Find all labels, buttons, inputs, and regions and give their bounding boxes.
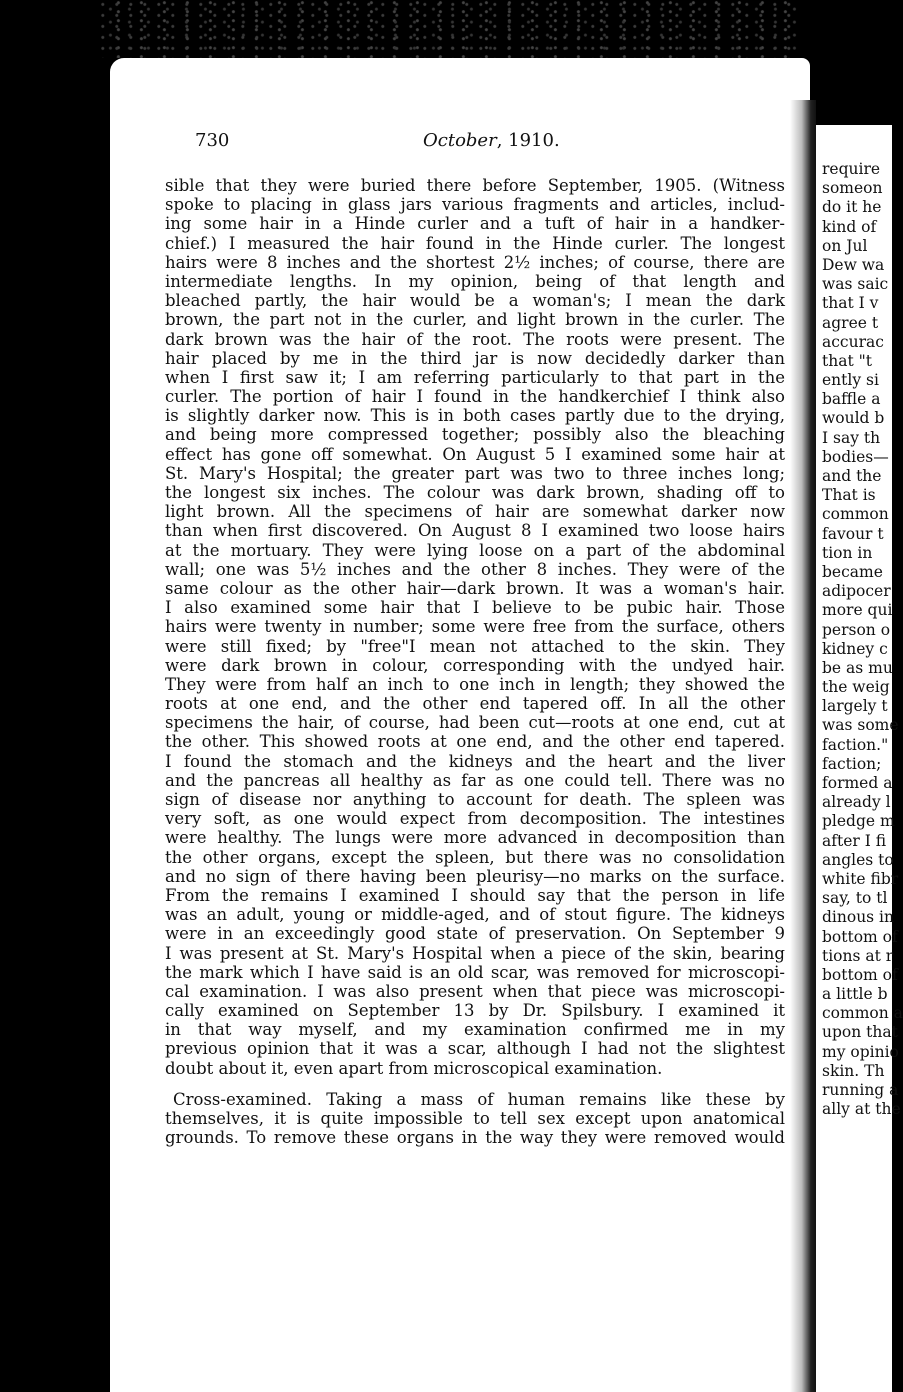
text-line: bottom of [822,965,898,984]
text-line: cally examined on September 13 by Dr. Spilsbury. I examined it [165,1001,785,1021]
text-line: and the [822,467,882,485]
text-line: running a [822,1081,899,1099]
text-line: previous opinion that it was a scar, although I had not the slightest [165,1039,785,1059]
text-line: hairs were twenty in number; some were free from the surface, others [165,617,785,637]
text-line: bottom of [822,927,898,946]
text-line: I was present at St. Mary's Hospital when a piece of the skin, bearing [165,943,785,963]
text-line: faction; [822,754,882,773]
text-line: were healthy. The lungs were more advanced in decomposition than [165,828,785,848]
text-line: was some [822,716,899,735]
text-line: kidney c [822,639,888,658]
scan-border-speckle [100,0,800,58]
text-line: hair placed by me in the third jar is now decidedly darker than [165,348,785,368]
text-line: adipocer [822,582,891,601]
page-number: 730 [195,130,230,151]
text-line: doubt about it, even apart from microscopical examination. [165,1058,663,1078]
text-line: more qui [822,601,893,620]
text-line: when I first saw it; I am referring particularly to that part in the [165,367,785,387]
text-line: Dew wa [822,255,885,274]
text-line: person o [822,620,891,639]
text-line: in that way myself, and my examination confirmed me in my [165,1020,785,1040]
text-line: curler. The portion of hair I found in the handkerchief I think also [165,387,785,407]
text-line: be as mu [822,658,893,677]
text-line: already l [822,793,891,812]
text-line: the longest six inches. The colour was dark brown, shading off to [165,483,785,502]
paragraph-gap [165,1078,785,1090]
text-line: That is [822,486,876,505]
text-line: same colour as the other hair—dark brown. It was a woman's hair. [165,578,785,598]
main-text-column [165,176,785,1147]
text-line: the other organs, except the spleen, but there was no consolidation [165,847,785,867]
text-line: ing some hair in a Hinde curler and a tuft of hair in a handker- [165,214,785,234]
text-line: were still fixed; by "free"I mean not attached to the skin. They [165,636,785,656]
text-line: ently si [822,371,879,390]
text-line: common [822,505,889,524]
testimony-paragraph [165,176,785,1078]
text-line: I found the stomach and the kidneys and the heart and the liver [165,751,785,771]
book-gutter [790,100,816,1392]
text-line: the other. This showed roots at one end, and the other end tapered. [165,732,785,752]
text-line: bodies— [822,447,889,466]
text-line: ally at the [822,1100,901,1119]
text-line: someon [822,179,883,198]
text-line: formed a [822,774,893,792]
text-line: that I v [822,294,879,313]
text-line: grounds. To remove these organs in the way they were removed would [165,1128,785,1148]
text-line: baffle a [822,390,881,409]
text-line: I say th [822,428,881,447]
text-line: white fibr [822,869,899,888]
text-line: agree t [822,313,879,332]
text-line: very soft, as one would expect from decomposition. The intestines [165,809,785,829]
text-line: Cross-examined. Taking a mass of human remains like these by [173,1089,785,1109]
text-line: skin. Th [822,1061,885,1080]
text-line: pledge m [822,812,895,831]
text-line: intermediate lengths. In my opinion, being of that length and [165,271,785,291]
text-line: do it he [822,198,882,217]
text-line: hairs were 8 inches and the shortest 2½ inches; of course, there are [165,252,785,272]
text-line: on Jul [822,236,868,255]
text-line: the mark which I have said is an old scar, was removed for microscopi- [165,962,785,982]
text-line: dark brown was the hair of the root. The roots were present. The [165,329,785,349]
running-head-month: October [423,130,497,151]
text-line: was an adult, young or middle-aged, and of stout figure. The kidneys [165,905,785,925]
text-line: were dark brown in colour, corresponding with the undyed hair. [165,655,785,675]
text-line: specimens the hair, of course, had been cut—roots at one end, cut at [165,713,785,733]
text-line: cal examination. I was also present when that piece was microscopi- [165,981,785,1001]
text-line: favour t [822,524,884,543]
cross-examination-paragraph [165,1090,785,1148]
text-line: kind of [822,217,877,236]
text-line: became [822,562,883,581]
text-line: after I fi [822,831,887,850]
text-line: that "t [822,351,872,370]
running-head-year: , 1910. [496,130,560,151]
text-line: than when first discovered. On August 8 I examined two loose hairs [165,521,785,541]
text-line: sible that they were buried there before September, 1905. (Witness [165,176,785,195]
text-line: is slightly darker now. This is in both cases partly due to the drying, [165,406,785,426]
text-line: sign of disease nor anything to account for death. The spleen was [165,790,785,809]
text-line: tion in [822,543,873,562]
text-line: St. Mary's Hospital; the greater part was two to three inches long; [165,463,785,483]
text-line: accurac [822,332,884,351]
text-line: tions at r [822,946,894,965]
text-line: common a [822,1004,903,1023]
page-header [195,130,755,158]
text-line: bleached partly, the hair would be a woman's; I mean the dark [165,291,785,311]
text-line: upon that [822,1023,898,1042]
text-line: and no sign of there having been pleurisy—no marks on the surface. [165,866,785,886]
running-head [423,130,560,151]
text-line: the weig [822,678,890,697]
text-line: themselves, it is quite impossible to tell sex except upon anatomical [165,1109,785,1128]
text-line: brown, the part not in the curler, and light brown in the curler. The [165,310,785,330]
text-line: effect has gone off somewhat. On August 5 I examined some hair at [165,444,785,464]
facing-page-column [822,160,903,1119]
text-line: a little b [822,985,888,1004]
text-line: say, to tl [822,889,888,908]
text-line: at the mortuary. They were lying loose on a part of the abdominal [165,540,785,560]
text-line: spoke to placing in glass jars various fragments and articles, includ- [165,195,785,215]
text-line: They were from half an inch to one inch in length; they showed the [165,674,785,694]
text-line: were in an exceedingly good state of preservation. On September 9 [165,924,785,944]
text-line: I also examined some hair that I believe to be pubic hair. Those [165,598,785,618]
text-line: From the remains I examined I should say that the person in life [165,885,785,905]
text-line: angles to [822,850,894,869]
text-line: faction." [822,735,889,754]
text-line: and the pancreas all healthy as far as one could tell. There was no [165,770,785,790]
text-line: require [822,160,881,178]
text-line: would b [822,409,885,428]
text-line: and being more compressed together; possibly also the bleaching [165,425,785,445]
text-line: chief.) I measured the hair found in the Hinde curler. The longest [165,233,785,253]
text-line: my opinio [822,1042,899,1061]
text-line: was saic [822,275,889,294]
text-line: light brown. All the specimens of hair are somewhat darker now [165,502,785,522]
text-line: roots at one end, and the other end tapered off. In all the other [165,694,785,714]
text-line: largely t [822,697,888,716]
text-line: wall; one was 5½ inches and the other 8 inches. They were of the [165,559,785,579]
text-line: dinous in [822,908,894,927]
